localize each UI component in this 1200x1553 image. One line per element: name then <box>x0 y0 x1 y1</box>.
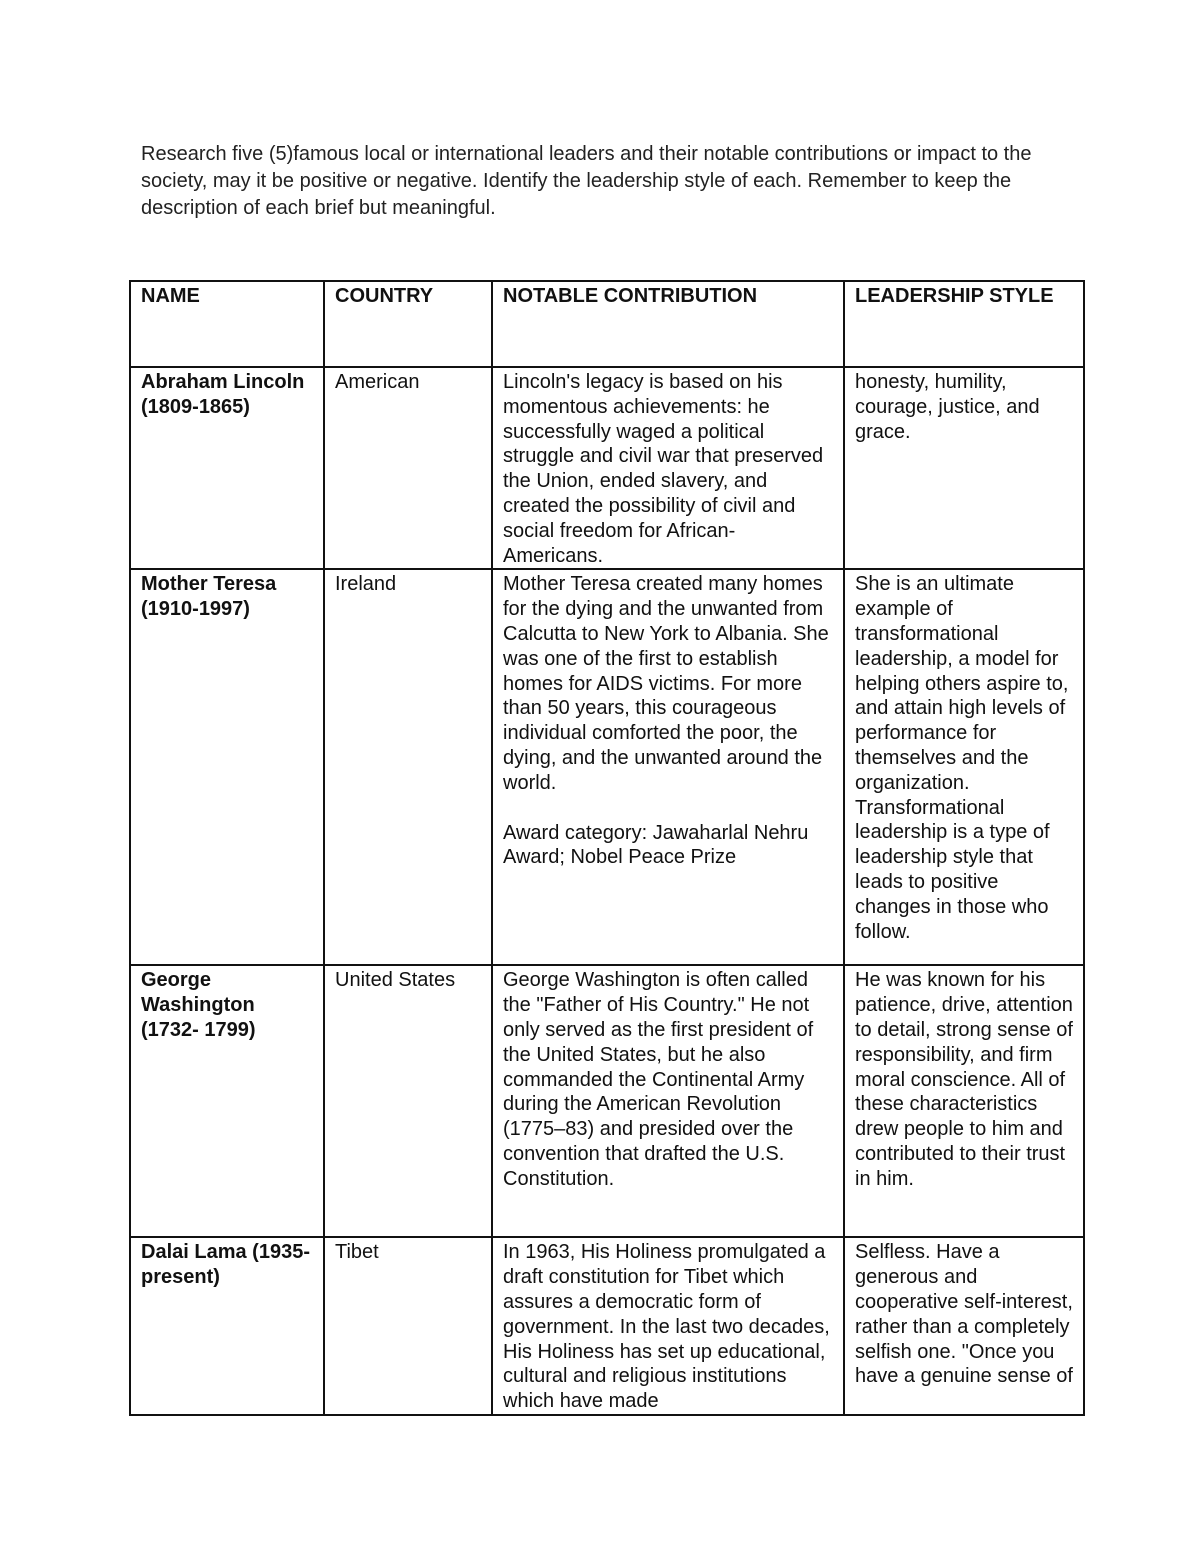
contribution-text: Lincoln's legacy is based on his momentous achievements: he successfully waged a political struggle and civil war that preserved the Union, ended slavery, and created the possibility of civil and social freedom for African-Americans. <box>503 371 824 567</box>
leader-contribution <box>492 965 844 1237</box>
leader-contribution <box>492 367 844 569</box>
leader-country: Tibet <box>324 1237 492 1415</box>
leader-contribution <box>492 569 844 965</box>
table-header-row <box>130 281 1084 367</box>
leaders-table <box>129 280 1085 1416</box>
leader-style: honesty, humility, courage, justice, and grace. <box>844 367 1084 569</box>
leader-name: Dalai Lama (1935-present) <box>130 1237 324 1415</box>
leader-style: She is an ultimate example of transformational leadership, a model for helping others aspire to, and attain high levels of performance for themselves and the organization. Transformational leadership is a type of leadership style that leads to positive changes in those who follow. <box>844 569 1084 965</box>
table-row <box>130 569 1084 965</box>
leader-country: Ireland <box>324 569 492 965</box>
leader-country: United States <box>324 965 492 1237</box>
award-text: Award category: Jawaharlal Nehru Award; Nobel Peace Prize <box>503 821 809 869</box>
leader-style: He was known for his patience, drive, attention to detail, strong sense of responsibility, and firm moral conscience. All of these characteristics drew people to him and contributed to their trust in him. <box>844 965 1084 1237</box>
leader-country: American <box>324 367 492 569</box>
table-row <box>130 965 1084 1237</box>
header-contribution: NOTABLE CONTRIBUTION <box>492 281 844 367</box>
instructions-paragraph: Research five (5)famous local or international leaders and their notable contributions or impact to the society, may it be positive or negative. Identify the leadership style of each. Remember to keep the description of each brief but meaningful. <box>141 143 1032 219</box>
table-row <box>130 367 1084 569</box>
table-row <box>130 1237 1084 1415</box>
leader-name: George Washington (1732- 1799) <box>130 965 324 1237</box>
contribution-text: In 1963, His Holiness promulgated a draft constitution for Tibet which assures a democratic form of government. In the last two decades, His Holiness has set up educational, cultural and religious institutions which have made <box>503 1241 830 1413</box>
leader-name: Mother Teresa (1910-1997) <box>130 569 324 965</box>
header-country: COUNTRY <box>324 281 492 367</box>
contribution-text: George Washington is often called the "Father of His Country." He not only served as the first president of the United States, but he also commanded the Continental Army during the American Revolution (1775–83) and presided over the convention that drafted the U.S. Constitution. <box>503 969 814 1190</box>
header-name: NAME <box>130 281 324 367</box>
leader-style: Selfless. Have a generous and cooperative self-interest, rather than a completely selfish one. "Once you have a genuine sense of <box>844 1237 1084 1415</box>
contribution-text: Mother Teresa created many homes for the dying and the unwanted from Calcutta to New York to Albania. She was one of the first to establish homes for AIDS victims. For more than 50 years, this courageous individual comforted the poor, the dying, and the unwanted around the world. <box>503 573 829 794</box>
header-leadership-style: LEADERSHIP STYLE <box>844 281 1084 367</box>
leader-contribution <box>492 1237 844 1415</box>
leader-name: Abraham Lincoln (1809-1865) <box>130 367 324 569</box>
